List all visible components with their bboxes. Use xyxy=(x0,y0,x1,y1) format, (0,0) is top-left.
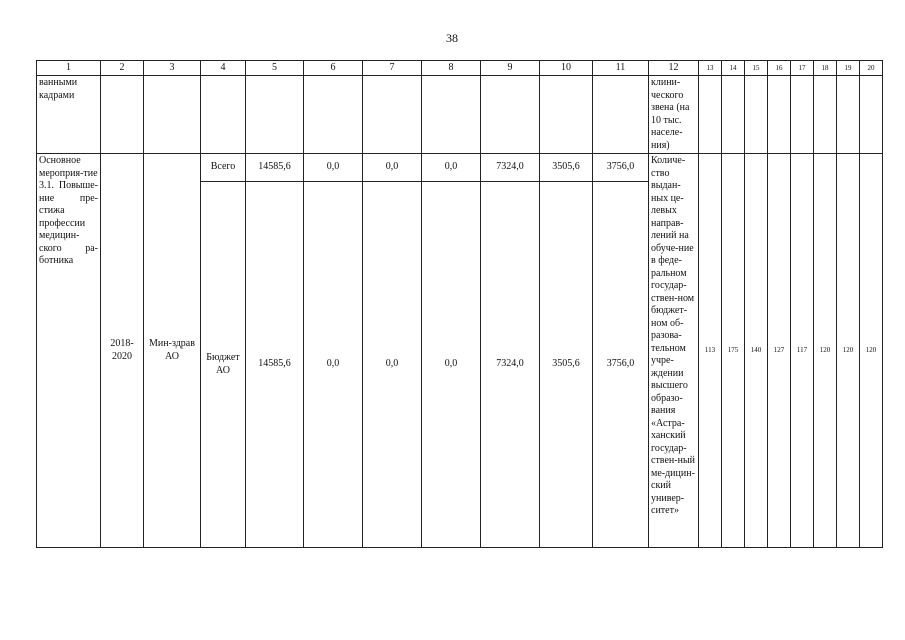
col-header: 14 xyxy=(722,61,745,76)
column-number-row xyxy=(37,61,883,76)
total-col9: 7324,0 xyxy=(481,154,540,182)
budget-col10: 3505,6 xyxy=(540,182,593,548)
col-header: 16 xyxy=(768,61,791,76)
col-header: 17 xyxy=(791,61,814,76)
col-header: 6 xyxy=(304,61,363,76)
indicator-text: Количе-ство выдан-ных це-левых направ-лений на обуче-ние в феде-ральном государ-ствен-ном бюджет-ном об-разова-тельном учре-ждении высшего образо-вания «Астра-ханский государ-ствен-ный ме-дицин-ский универ-ситет» xyxy=(649,154,699,548)
col-header: 8 xyxy=(422,61,481,76)
col-header: 7 xyxy=(363,61,422,76)
budget-col11: 3756,0 xyxy=(593,182,649,548)
total-col11: 3756,0 xyxy=(593,154,649,182)
col-header: 13 xyxy=(699,61,722,76)
budget-col9: 7324,0 xyxy=(481,182,540,548)
program-table xyxy=(36,60,883,548)
col-header: 20 xyxy=(860,61,883,76)
col-header: 10 xyxy=(540,61,593,76)
page-number: 38 xyxy=(446,31,458,45)
total-row xyxy=(37,154,883,182)
source-budget: Бюджет АО xyxy=(201,182,246,548)
col-header: 9 xyxy=(481,61,540,76)
target-col18: 120 xyxy=(814,154,837,548)
col-header: 19 xyxy=(837,61,860,76)
total-col7: 0,0 xyxy=(363,154,422,182)
col-header: 3 xyxy=(144,61,201,76)
budget-col6: 0,0 xyxy=(304,182,363,548)
period: 2018-2020 xyxy=(101,154,144,548)
col-header: 18 xyxy=(814,61,837,76)
executor: Мин-здрав АО xyxy=(144,154,201,548)
activity-name: Основное мероприя-тие 3.1. Повыше-ние пре-стижа профессии медицин-ского ра-ботника xyxy=(37,154,101,548)
col-header: 2 xyxy=(101,61,144,76)
total-col5: 14585,6 xyxy=(246,154,304,182)
target-col14: 175 xyxy=(722,154,745,548)
target-col17: 117 xyxy=(791,154,814,548)
target-col16: 127 xyxy=(768,154,791,548)
total-col10: 3505,6 xyxy=(540,154,593,182)
col-header: 4 xyxy=(201,61,246,76)
col-header: 5 xyxy=(246,61,304,76)
continuation-row xyxy=(37,76,883,154)
budget-col5: 14585,6 xyxy=(246,182,304,548)
total-col6: 0,0 xyxy=(304,154,363,182)
budget-col7: 0,0 xyxy=(363,182,422,548)
col-header: 15 xyxy=(745,61,768,76)
col-header: 11 xyxy=(593,61,649,76)
col-header: 12 xyxy=(649,61,699,76)
budget-col8: 0,0 xyxy=(422,182,481,548)
target-col20: 120 xyxy=(860,154,883,548)
source-total: Всего xyxy=(201,154,246,182)
target-col19: 120 xyxy=(837,154,860,548)
target-col13: 113 xyxy=(699,154,722,548)
col-header: 1 xyxy=(37,61,101,76)
target-col15: 140 xyxy=(745,154,768,548)
total-col8: 0,0 xyxy=(422,154,481,182)
cont-indicator-text: клини-ческого звена (на 10 тыс. населе-ния) xyxy=(649,76,699,154)
cont-activity-text: ванными кадрами xyxy=(37,76,101,154)
